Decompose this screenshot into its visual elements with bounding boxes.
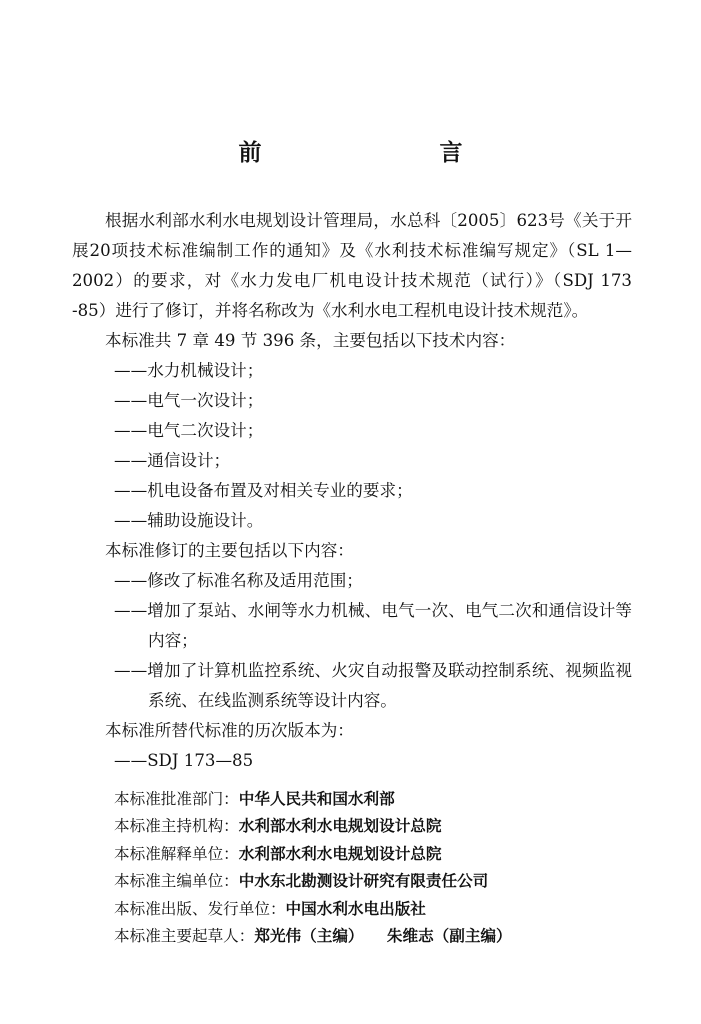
org-value: 水利部水利水电规划设计总院: [238, 817, 442, 836]
history-item: ——SDJ 173—85: [114, 751, 254, 770]
contents-intro: 本标准共 7 章 49 节 396 条，主要包括以下技术内容：: [105, 331, 516, 350]
list-item: ——修改了标准名称及适用范围；: [114, 571, 363, 590]
org-label: 本标准主持机构：: [114, 817, 239, 836]
org-label: 本标准出版、发行单位：: [114, 899, 286, 918]
list-item: ——增加了泵站、水闸等水力机械、电气一次、电气二次和通信设计等内容；: [114, 601, 632, 650]
revision-intro: 本标准修订的主要包括以下内容：: [105, 541, 354, 560]
org-label: 本标准主要起草人：: [114, 927, 255, 946]
org-row: [114, 868, 654, 895]
org-label: 本标准解释单位：: [114, 844, 239, 863]
org-value: 中国水利水电出版社: [285, 899, 426, 918]
list-item: ——通信设计；: [114, 451, 231, 470]
list-item: ——辅助设施设计。: [114, 511, 264, 530]
list-item: ——增加了计算机监控系统、火灾自动报警及联动控制系统、视频监视系统、在线监测系统等设计内容。: [114, 661, 632, 710]
org-row: [114, 841, 654, 868]
intro-paragraph: 根据水利部水利水电规划设计管理局，水总科〔2005〕623号《关于开展20项技术标准编制工作的通知》及《水利技术标准编写规定》（SL 1—2002）的要求，对《水力发电厂机电设计技术规范（试行）》（SDJ 173 -85）进行了修订，并将名称改为《水利水电工程机电设计技术规范》。: [72, 211, 632, 320]
list-item: ——机电设备布置及对相关专业的要求；: [114, 481, 413, 500]
org-row: [114, 813, 654, 840]
org-value: 中水东北勘测设计研究有限责任公司: [238, 872, 489, 891]
list-item: ——电气一次设计；: [114, 391, 264, 410]
list-item: ——水力机械设计；: [114, 361, 264, 380]
org-row: [114, 786, 654, 813]
org-value: 中华人民共和国水利部: [238, 790, 395, 808]
org-row: [114, 923, 654, 950]
page-title: 前 言: [238, 140, 507, 166]
foreword-body: [72, 206, 632, 776]
org-label: 本标准批准部门：: [114, 790, 239, 808]
organization-list: [114, 786, 654, 950]
org-row: [114, 896, 654, 923]
list-item: ——电气二次设计；: [114, 421, 264, 440]
history-intro: 本标准所替代标准的历次版本为：: [105, 721, 354, 740]
org-label: 本标准主编单位：: [114, 872, 239, 891]
org-value: 水利部水利水电规划设计总院: [238, 844, 442, 863]
org-value: 郑光伟（主编） 朱维志（副主编）: [254, 927, 512, 946]
